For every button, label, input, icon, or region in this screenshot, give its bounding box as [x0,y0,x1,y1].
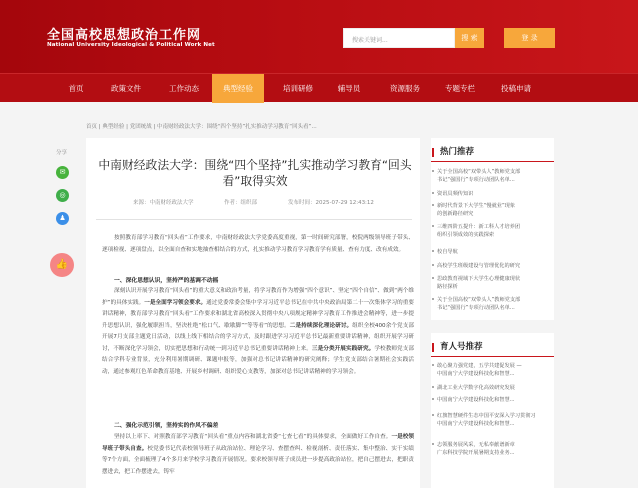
nav-item-submit[interactable]: 投稿申请 [501,84,531,93]
wechat-share-icon[interactable]: ✉ [56,166,69,179]
search-button[interactable]: 搜 索 [455,28,484,48]
nav-item-topics[interactable]: 专题专栏 [445,84,475,93]
nav-item-training[interactable]: 培训研修 [283,84,313,93]
breadcrumb[interactable]: 首页 | 典型经验 | 党团统战 | 中南财经政法大学：围绕“四个坚持”扎实推动学习教育“回头看”... [86,124,317,130]
hot-item[interactable]: 三维四阶五提升：新工科人才培养团 组织引领成效的实践探索 [432,223,551,239]
article-paragraph: 按照教育部学习教育“回头看”工作要求，中南财经政法大学党委高度重视，第一时间研究部署，校院两级领导班子带头、逐项检视、逐项盘点，以全面自查和实地抽查相结合的方式，扎实推动学习教育学习教育学有质量、查有力度、改有成效。 [102,235,414,253]
hot-item[interactable]: 校自导航 [432,248,551,256]
share-label: 分享 [56,150,68,156]
hot-item[interactable]: 思政教育视域下大学生心理健康现状 路径探析 [432,275,551,291]
site-logo-en: National University Ideological & Political Work Net [47,42,215,48]
rec-divider [431,356,554,357]
rec-item[interactable]: 敢心聚力强党建，五学共建促发展 — 中国南宁大学建设科技化和智慧... [432,362,551,378]
qq-share-icon[interactable]: ♟ [56,212,69,225]
article-author: 作者：组织部 [224,200,258,206]
nav-item-counselor[interactable]: 辅导员 [337,84,361,93]
search-input[interactable]: 搜索关键词... [343,28,455,48]
hot-title: 热门推荐 [432,148,474,157]
like-button[interactable]: 👍 [50,253,74,277]
rec-item[interactable]: 红旗智慧硬件生态中国平安深入学习贯彻习 中国南宁大学建设科技化和智慧... [432,412,551,428]
nav-item-policy[interactable]: 政策文件 [111,84,141,93]
article-date: 发布时间：2025-07-29 12:43:12 [288,200,374,206]
hot-divider [431,161,554,162]
hot-item[interactable]: 关于全国高校“双带头人”教师党支部 书记“强国行”专项行动团队名单... [432,168,551,184]
rec-title: 育人号推荐 [432,343,483,352]
nav-item-cases[interactable]: 典型经验 [212,74,264,103]
hot-item[interactable]: 高校学生班级建设与管理优化的研究 [432,262,551,270]
meta-divider [96,219,412,220]
article-paragraph: 坚持以上率下、对照教育部学习教育“回头看”重点内容和湖北省委“七查七看”的具体要求，全面做好工作自查。一是校领导班子带头自查。校党委书记代表校领导班子从政治站位、理论学习、查摆查纠、检视剖析、责任落实、集中整治、实干实绩等7个方面，全面梳理了4个多月来学校学习教育开展情况。要求校领导班子成员进一步提高政治站位，把自己摆进去，把职责摆进去，把工作摆进去，铸牢 [102,434,414,475]
weibo-share-icon[interactable]: ◎ [56,189,69,202]
rec-item[interactable]: 志领服务展风采，无私奉献谱新章 广东科技学院开展暑期支持业务... [432,441,551,457]
article-subheading: 二、强化示范引领，坚持实的作风不偏差 [114,423,219,429]
article-source: 来源：中南财经政法大学 [133,200,194,206]
hot-item[interactable]: 新时代背景下大学生“慢就业”现象 的创新路径研究 [432,202,551,218]
nav-item-resources[interactable]: 资源服务 [390,84,420,93]
hot-item[interactable]: 关于全国高校“双带头人”教师党支部 书记“强国行”专项行动团队名单... [432,296,551,312]
article-title: 中南财经政法大学：围绕“四个坚持”扎实推动学习教育“回头看”取得实效 [98,158,412,188]
main-nav [0,73,638,102]
nav-item-home[interactable]: 首页 [68,84,84,93]
rec-item[interactable]: 中国南宁大学建设科技化和智慧... [432,396,551,404]
rec-item[interactable]: 湖北工业大学数字化高效研究发展 [432,384,551,392]
nav-item-news[interactable]: 工作动态 [169,84,199,93]
article-subheading: 一、深化思想认识，坚持严的基调不动摇 [114,278,219,284]
article-paragraph: 深刻认识开展学习教育“回头看”的重大意义和政治考量，将学习教育作为增强“四个意识”、坚定“四个自信”、做到“两个维护”的具体实践。一是全面学习领会要求。通过党委常委会集中学习习近平总书记在中共中央政治局第二十一次集体学习的重要讲话精神，教育部学习教育“回头看”工作要求和湖北省高校深入贯彻中央八项规定精神学习教育工作推进会精神等，进一步提升思想认识，强化履职担当，坚决杜绝“松口气、歇歇脚”“等等看”的思想。二是持续深化理论研讨。组织全校400余个党支部开展7月支部主题党日活动，以线上线下相结合的学习方式，及时跟进学习习近平总书记最新重要讲话精神，组织开展学习研讨，不断深化学习领会，切实把思想和行动统一到习近平总书记重要讲话精神上来。三是分类开展实践研究。学校教师党支部结合学科专业背景，充分利用暑期调研、课题申报等，加强对总书记讲话精神的研究阐释；学生党支部结合暑期社会实践活动，通过参观红色革命教育基地、开展乡村调研、组织爱心支教等，加深对总书记讲话精神的学习领会。 [102,288,414,375]
hot-item[interactable]: 资讯员频传知识 [432,190,551,198]
site-logo-cn[interactable]: 全国高校思想政治工作网 [47,28,202,43]
login-button[interactable]: 登 录 [504,28,555,48]
